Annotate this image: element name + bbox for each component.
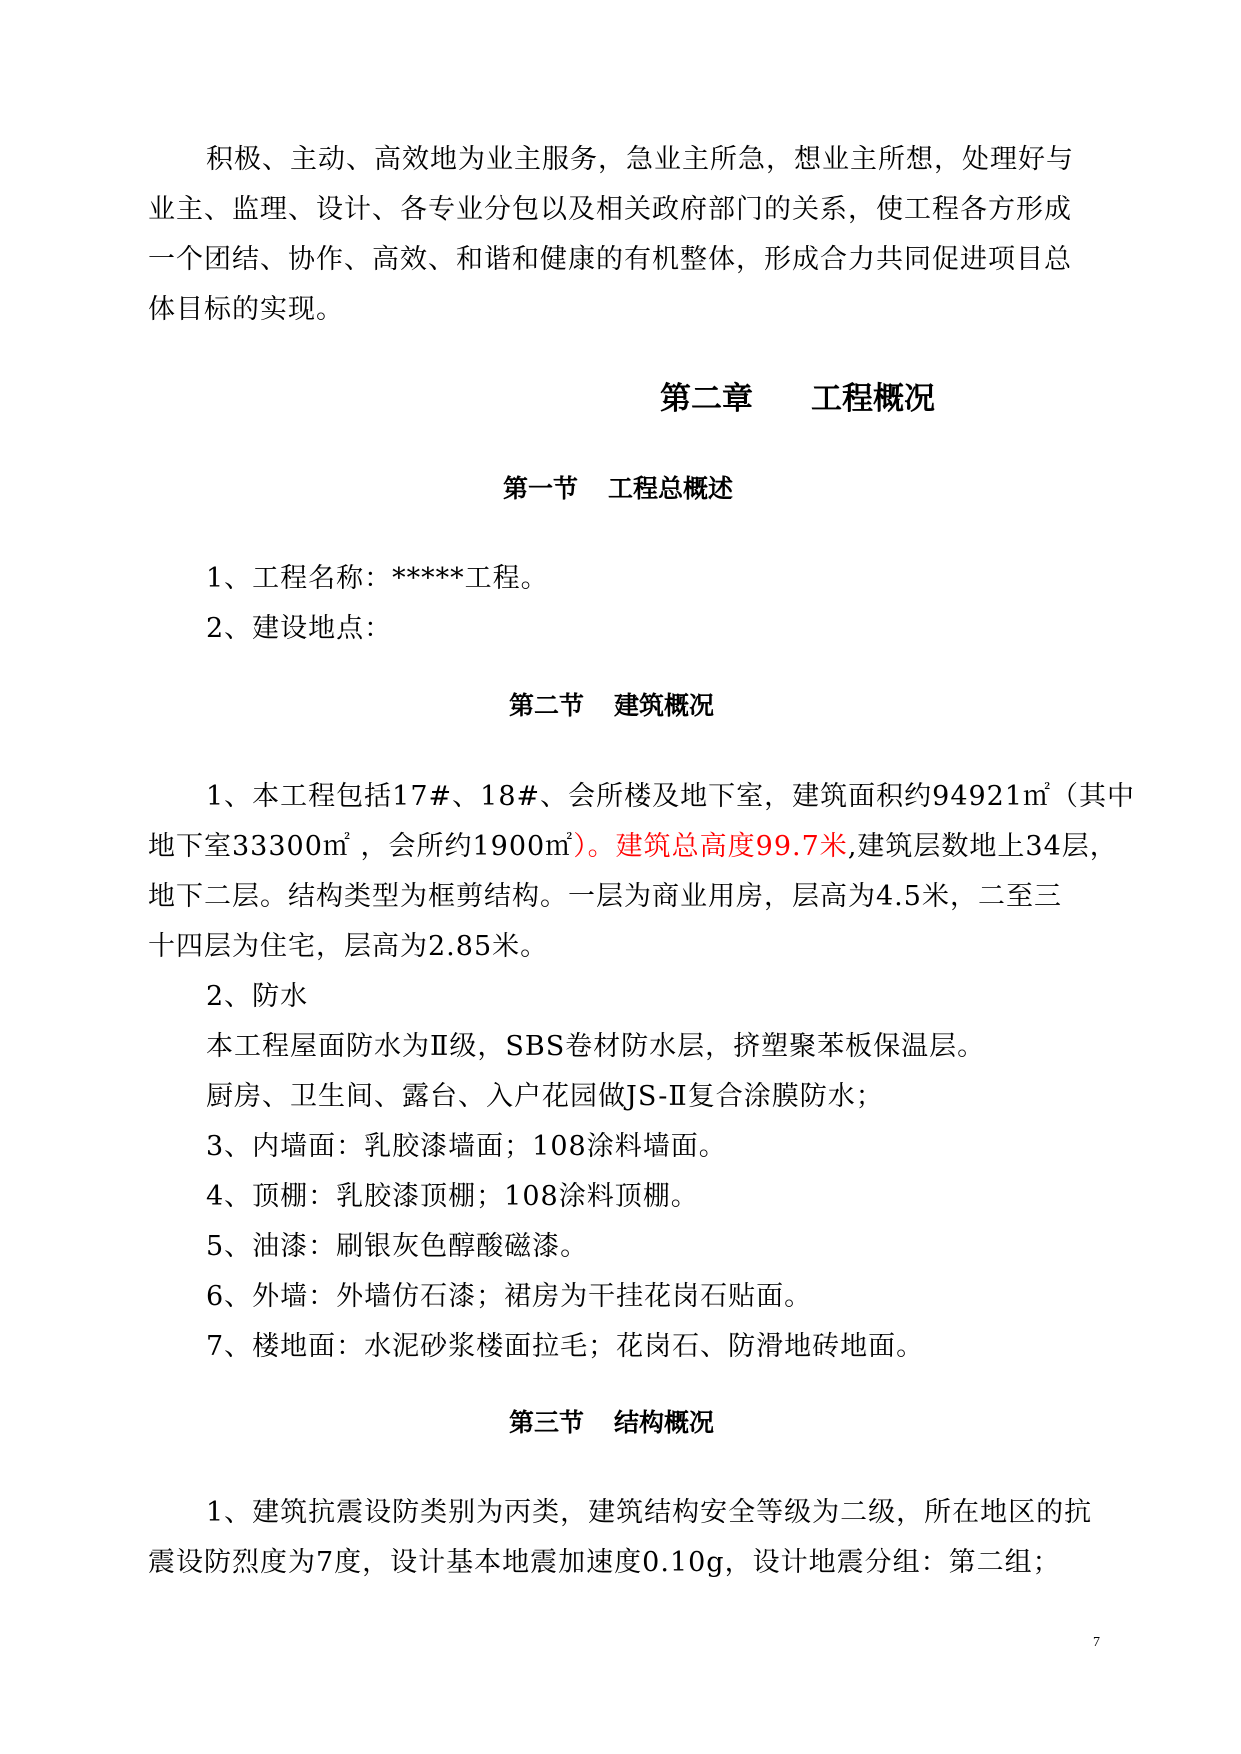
section-1-item-1: 1、工程名称：*****工程。	[206, 563, 549, 594]
section-2-item-roof: 本工程屋面防水为Ⅱ级，SBS卷材防水层，挤塑聚苯板保温层。	[206, 1031, 986, 1062]
section-3-line-2: 震设防烈度为7度，设计基本地震加速度0.10g，设计地震分组：第二组；	[148, 1547, 1061, 1578]
intro-line-1: 积极、主动、高效地为业主服务，急业主所急，想业主所想，处理好与	[206, 144, 1074, 175]
section-1-item-2: 2、建设地点：	[206, 613, 393, 644]
intro-line-4: 体目标的实现。	[148, 294, 344, 325]
section-3-title: 结构概况	[614, 1408, 715, 1437]
section-2-number: 第二节	[509, 691, 585, 720]
section-1-heading	[503, 476, 733, 501]
para-line-2-text-b: ,建筑层数地上34层，	[847, 831, 1118, 862]
page-number: 7	[1093, 1635, 1100, 1650]
section-2-para-line-2	[148, 833, 1118, 860]
section-3-line-1: 1、建筑抗震设防类别为丙类，建筑结构安全等级为二级，所在地区的抗	[206, 1497, 1093, 1528]
section-3-heading	[509, 1410, 714, 1435]
section-2-para-line-1: 1、本工程包括17#、18#、会所楼及地下室，建筑面积约94921㎡（其中	[206, 781, 1136, 812]
intro-line-3: 一个团结、协作、高效、和谐和健康的有机整体，形成合力共同促进项目总	[148, 244, 1072, 275]
section-2-title: 建筑概况	[614, 691, 715, 720]
section-2-item-floor: 7、楼地面：水泥砂浆楼面拉毛；花岗石、防滑地砖地面。	[206, 1331, 925, 1362]
section-1-number: 第一节	[503, 474, 579, 503]
section-2-heading	[509, 693, 714, 718]
section-2-item-interior-wall: 3、内墙面：乳胶漆墙面；108涂料墙面。	[206, 1131, 727, 1162]
section-2-item-kitchen: 厨房、卫生间、露台、入户花园做JS-Ⅱ复合涂膜防水；	[206, 1081, 884, 1112]
section-2-para-line-3: 地下二层。结构类型为框剪结构。一层为商业用房，层高为4.5米，二至三	[148, 881, 1062, 912]
section-2-para-line-4: 十四层为住宅，层高为2.85米。	[148, 931, 549, 962]
section-1-title: 工程总概述	[608, 474, 734, 503]
chapter-title: 工程概况	[811, 381, 935, 417]
para-line-2-text-a: 地下室33300㎡ ，会所约1900㎡	[148, 831, 574, 862]
section-2-item-paint: 5、油漆：刷银灰色醇酸磁漆。	[206, 1231, 589, 1262]
building-height-highlight: ）。建筑总高度99.7米	[573, 831, 848, 862]
section-2-item-ceiling: 4、顶棚：乳胶漆顶棚；108涂料顶棚。	[206, 1181, 699, 1212]
chapter-number: 第二章	[660, 381, 753, 417]
intro-line-2: 业主、监理、设计、各专业分包以及相关政府部门的关系，使工程各方形成	[148, 194, 1072, 225]
section-3-number: 第三节	[509, 1408, 585, 1437]
section-2-item-exterior-wall: 6、外墙：外墙仿石漆；裙房为干挂花岗石贴面。	[206, 1281, 813, 1312]
section-2-item-waterproof: 2、防水	[206, 981, 309, 1012]
chapter-heading	[660, 381, 935, 417]
